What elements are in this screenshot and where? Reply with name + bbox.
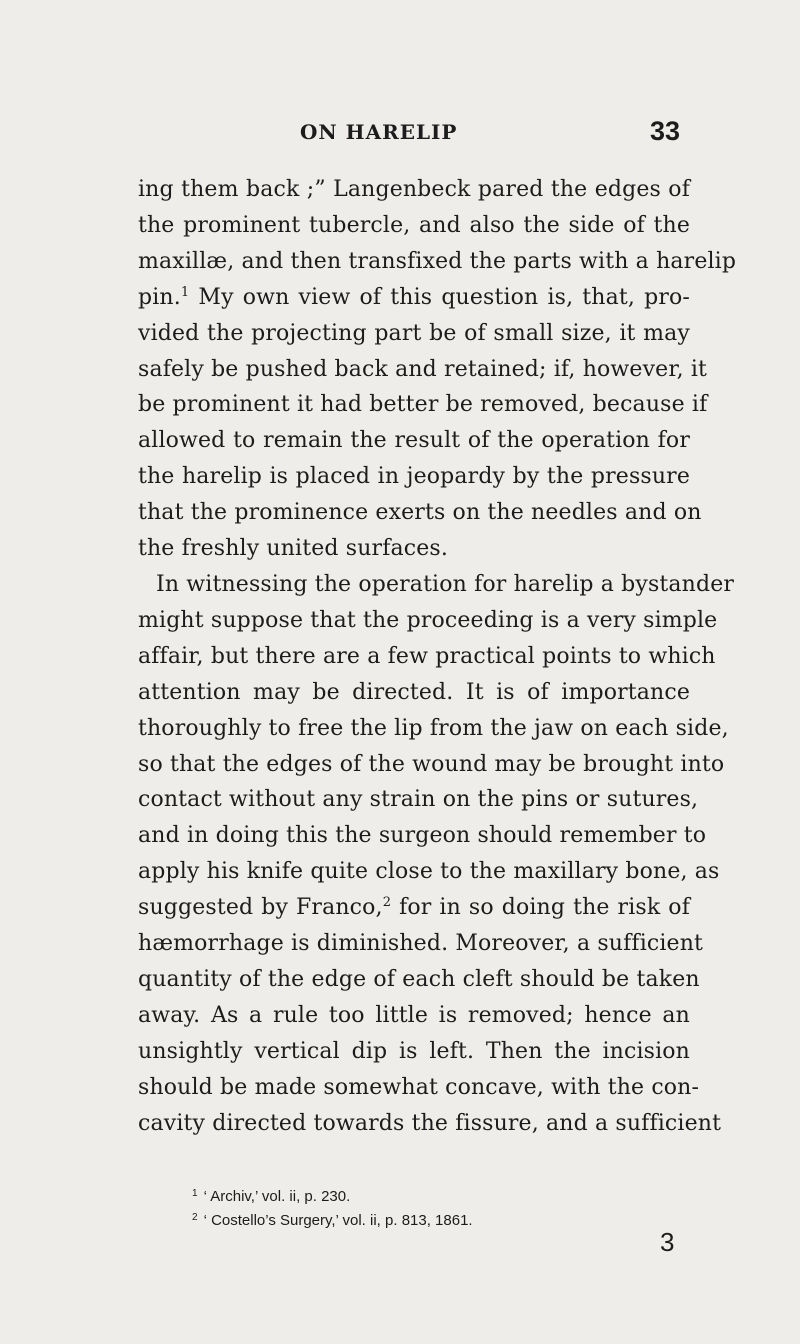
- text-line: ing them back ;” Langenbeck pared the edges of: [138, 177, 690, 202]
- text-line: attention may be directed. It is of importance: [138, 679, 690, 705]
- text-line: allowed to remain the result of the operation for: [138, 428, 690, 454]
- footnote-mark: 1: [192, 1188, 198, 1199]
- text-line: maxillæ, and then transfixed the parts with a harelip: [138, 248, 737, 274]
- text-line: [138, 890, 690, 926]
- signature-mark: 3: [660, 1227, 675, 1257]
- text-fragment: for in so doing the risk of: [391, 895, 690, 921]
- text-line: In witnessing the operation for harelip a bystander: [156, 571, 735, 597]
- text-line: safely be pushed back and retained; if, however, it: [138, 356, 708, 382]
- text-fragment: My own view of this question is, that, pro-: [189, 284, 690, 310]
- text-line: quantity of the edge of each cleft should be taken: [138, 966, 700, 992]
- text-fragment: pin.: [138, 284, 181, 310]
- text-line: hæmorrhage is diminished. Moreover, a sufficient: [138, 931, 704, 957]
- footnote-mark: 2: [192, 1212, 198, 1223]
- footnote-ref-2: 2: [382, 895, 392, 911]
- text-fragment: suggested by Franco,: [138, 895, 383, 921]
- text-line: the prominent tubercle, and also the side of the: [138, 212, 690, 238]
- text-line: away. As a rule too little is removed; hence an: [138, 1002, 690, 1028]
- text-line: cavity directed towards the fissure, and a sufficient: [138, 1110, 722, 1136]
- footnote-2: [192, 1207, 692, 1231]
- text-line: so that the edges of the wound may be brought into: [138, 751, 725, 777]
- text-line: should be made somewhat concave, with the con-: [138, 1074, 700, 1100]
- footnote-text: ‘ Costello’s Surgery,’ vol. ii, p. 813, 1861.: [203, 1212, 473, 1229]
- footnote-ref-1: 1: [180, 284, 190, 300]
- text-line: vided the projecting part be of small size, it may: [138, 320, 690, 346]
- text-line: thoroughly to free the lip from the jaw on each side,: [138, 715, 729, 741]
- text-line: [138, 280, 690, 316]
- text-line: be prominent it had better be removed, because if: [138, 392, 708, 418]
- text-line: and in doing this the surgeon should remember to: [138, 823, 707, 849]
- text-line: might suppose that the proceeding is a very simple: [138, 607, 718, 633]
- text-line: that the prominence exerts on the needles and on: [138, 500, 702, 526]
- footnote-1: [192, 1183, 692, 1207]
- text-line: unsightly vertical dip is left. Then the incision: [138, 1038, 690, 1064]
- page-number: 33: [649, 116, 680, 146]
- text-line: contact without any strain on the pins or sutures,: [138, 787, 699, 813]
- text-line: affair, but there are a few practical points to which: [138, 643, 716, 669]
- running-title: ON HARELIP: [300, 120, 458, 144]
- text-line: the harelip is placed in jeopardy by the pressure: [138, 464, 690, 490]
- footnote-text: ‘ Archiv,’ vol. ii, p. 230.: [203, 1188, 351, 1205]
- body-text: [138, 172, 737, 1141]
- footnotes: [192, 1183, 692, 1231]
- text-line: apply his knife quite close to the maxillary bone, as: [138, 859, 720, 885]
- text-line: the freshly united surfaces.: [138, 536, 448, 562]
- running-head: [300, 116, 700, 150]
